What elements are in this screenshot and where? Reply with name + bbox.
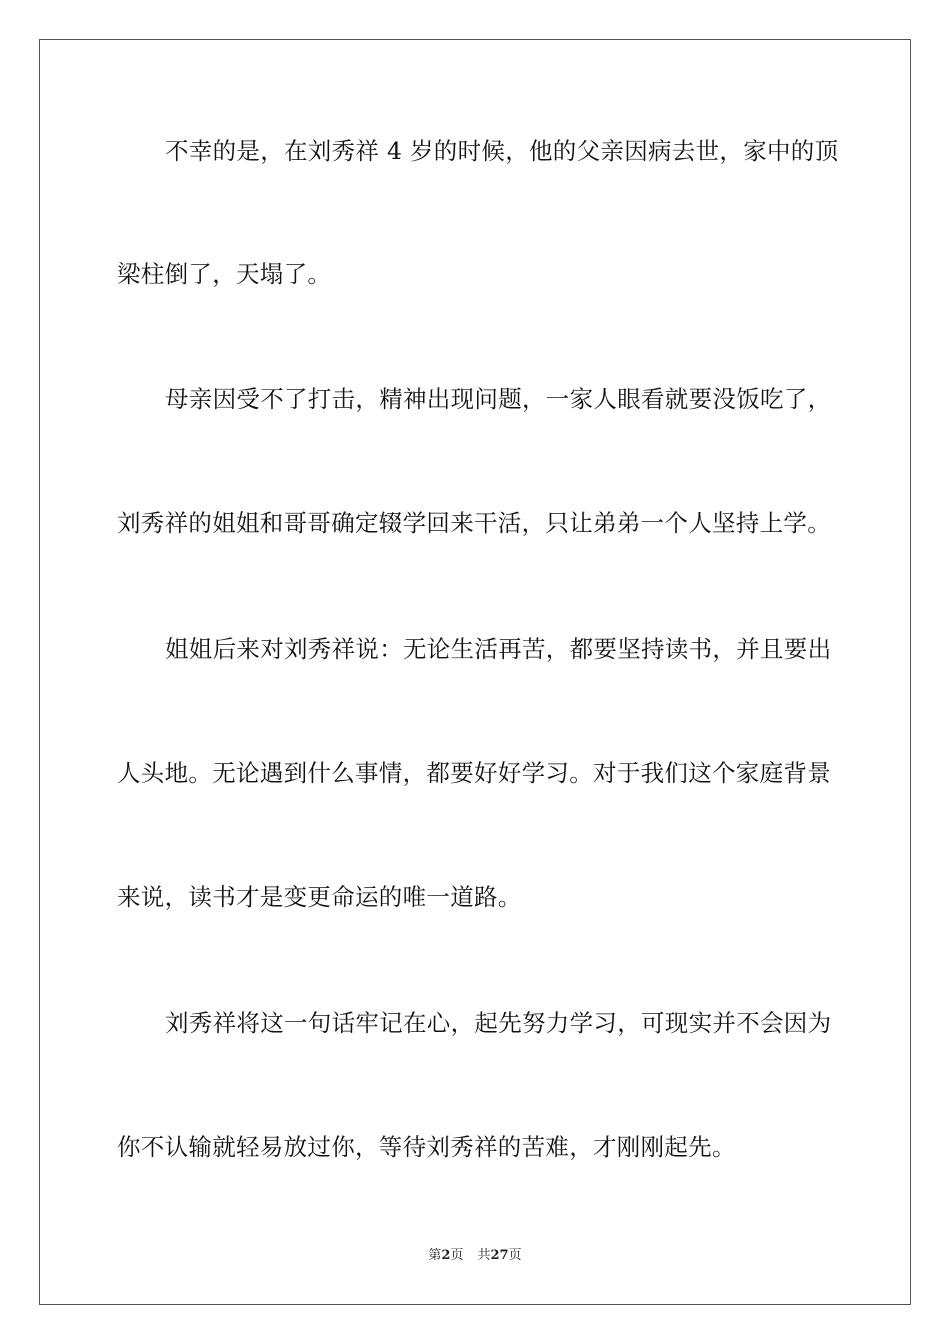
paragraph-3-line-3: 来说，读书才是变更命运的唯一道路。 bbox=[117, 883, 522, 911]
paragraph-1-line-2: 梁柱倒了，天塌了。 bbox=[117, 260, 332, 288]
page-prefix: 第 bbox=[428, 1248, 442, 1263]
paragraph-3-line-2: 人头地。无论遇到什么事情，都要好好学习。对于我们这个家庭背景 bbox=[117, 759, 831, 787]
paragraph-2-line-2: 刘秀祥的姐姐和哥哥确定辍学回来干活，只让弟弟一个人坚持上学。 bbox=[117, 509, 831, 537]
total-pages: 27 bbox=[490, 1248, 509, 1263]
paragraph-3-line-1: 姐姐后来对刘秀祥说：无论生活再苦，都要坚持读书，并且要出 bbox=[165, 635, 832, 663]
total-prefix: 共 bbox=[477, 1248, 491, 1263]
page-number: 2 bbox=[441, 1248, 451, 1263]
total-suffix: 页 bbox=[508, 1248, 522, 1263]
paragraph-2-line-1: 母亲因受不了打击，精神出现问题，一家人眼看就要没饭吃了， bbox=[165, 385, 832, 413]
paragraph-4-line-2: 你不认输就轻易放过你，等待刘秀祥的苦难，才刚刚起先。 bbox=[117, 1133, 736, 1161]
page-footer bbox=[0, 1247, 950, 1265]
paragraph-4-line-1: 刘秀祥将这一句话牢记在心，起先努力学习，可现实并不会因为 bbox=[165, 1009, 832, 1037]
page-border bbox=[39, 39, 911, 1305]
paragraph-1-line-1: 不幸的是，在刘秀祥 4 岁的时候，他的父亲因病去世，家中的顶 bbox=[165, 137, 839, 165]
page-suffix: 页 bbox=[450, 1248, 464, 1263]
